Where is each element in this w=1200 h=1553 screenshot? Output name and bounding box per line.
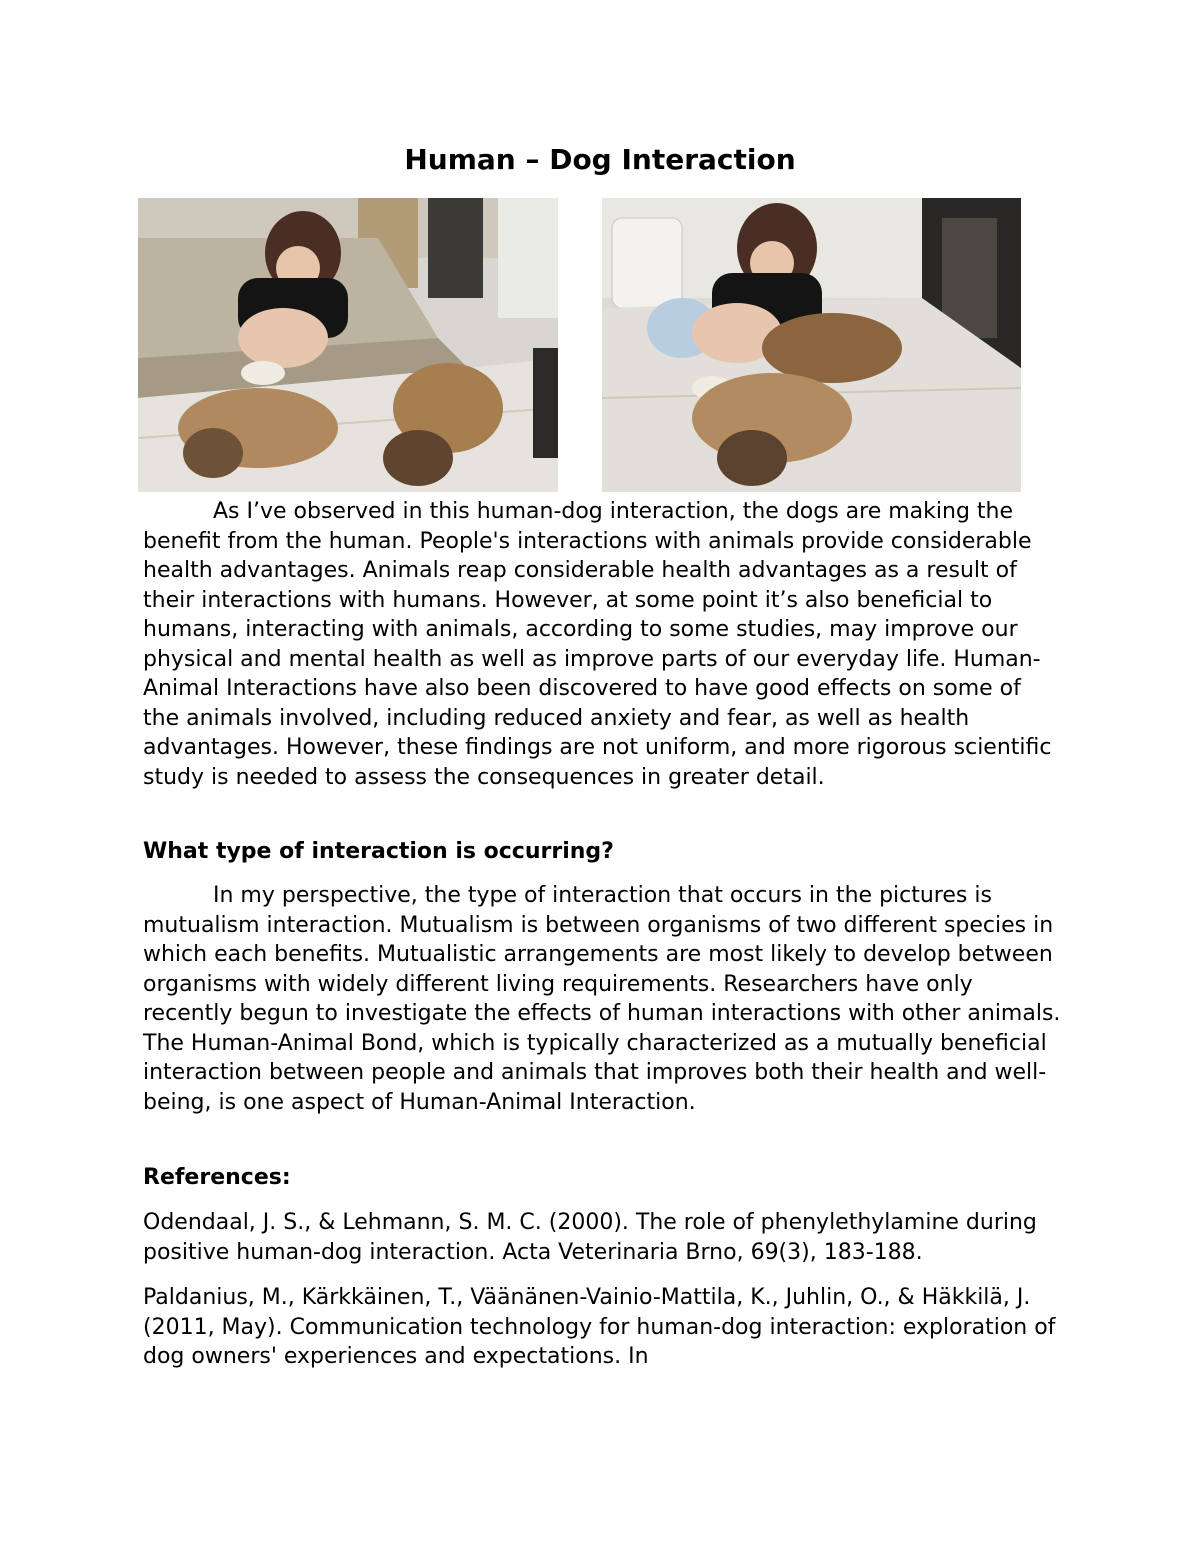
paragraph-2-text: In my perspective, the type of interaction that occurs in the pictures is mutualism interaction. Mutualism is between organisms of two different species in which each benefits. Mutualistic arrangements are most likely to develop between organisms with widely different living requirements. Researchers have only recently begun to investigate the effects of human interactions with other animals. The Human-Animal Bond, which is typically characterized as a mutually beneficial interaction between people and animals that improves both their health and well-being, is one aspect of Human-Animal Interaction. [143, 883, 1061, 1115]
body-paragraph-1 [143, 497, 1063, 792]
question-heading: What type of interaction is occurring? [143, 839, 614, 864]
reference-1: Odendaal, J. S., & Lehmann, S. M. C. (2000). The role of phenylethylamine during positive human-dog interaction. Acta Veterinaria Brno, 69(3), 183-188. [143, 1210, 1037, 1265]
paragraph-1-text: As I’ve observed in this human-dog interaction, the dogs are making the benefit from the human. People's interactions with animals provide considerable health advantages. Animals reap considerable health advantages as a result of their interactions with humans. However, at some point it’s also beneficial to humans, interacting with animals, according to some studies, may improve our physical and mental health as well as improve parts of our everyday life. Human-Animal Interactions have also been discovered to have good effects on some of the animals involved, including reduced anxiety and fear, as well as health advantages. However, these findings are not uniform, and more rigorous scientific study is needed to assess the consequences in greater detail. [143, 499, 1052, 790]
photo-right [602, 198, 1021, 492]
photo-left [138, 198, 558, 492]
photo-icon [602, 198, 1021, 492]
body-paragraph-2 [143, 881, 1063, 1117]
references-heading: References: [143, 1165, 291, 1190]
reference-2: Paldanius, M., Kärkkäinen, T., Väänänen-Vainio-Mattila, K., Juhlin, O., & Häkkilä, J. (2011, May). Communication technology for human-dog interaction: exploration of dog owners' experiences and expectations. In [143, 1285, 1056, 1369]
photo-icon [138, 198, 558, 492]
page-title: Human – Dog Interaction [404, 143, 796, 176]
